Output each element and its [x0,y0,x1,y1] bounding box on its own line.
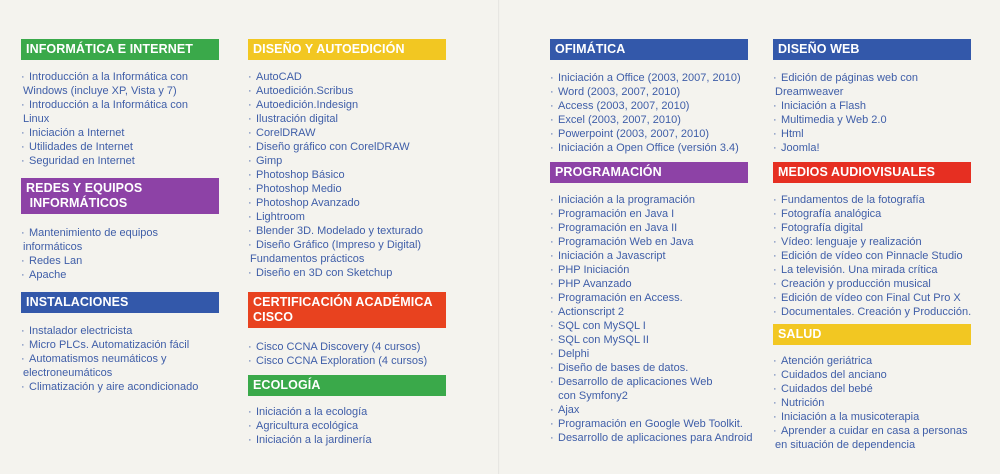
redes-item: · Redes Lan [21,254,246,268]
page-fold [498,0,500,474]
programacion-header: PROGRAMACIÓN [550,162,748,183]
diseno-autoedicion-header: DISEÑO Y AUTOEDICIÓN [248,39,446,60]
salud-item: · Cuidados del anciano [773,368,998,382]
programacion-item: · Actionscript 2 [550,305,775,319]
medios-item: · Fotografía analógica [773,207,998,221]
diseno-autoedicion-item: · Diseño gráfico con CorelDRAW [248,140,473,154]
medios-header: MEDIOS AUDIOVISUALES [773,162,971,183]
informatica-list [21,70,246,168]
ofimatica-item: · Excel (2003, 2007, 2010) [550,113,775,127]
informatica-header: INFORMÁTICA E INTERNET [21,39,219,60]
diseno-autoedicion-item: · Photoshop Avanzado [248,196,473,210]
programacion-item: · Programación en Java I [550,207,775,221]
redes-list [21,226,246,282]
certificacion-header-line1: CERTIFICACIÓN ACADÉMICA [253,295,433,309]
redes-header-line1: REDES Y EQUIPOS [26,181,143,195]
informatica-item: Linux [23,113,50,125]
programacion-item: · Programación en Java II [550,221,775,235]
programacion-item: · Programación en Google Web Toolkit. [550,417,775,431]
programacion-list [550,193,775,445]
programacion-item: · SQL con MySQL I [550,319,775,333]
medios-item: · Vídeo: lenguaje y realización [773,235,998,249]
informatica-item: · Introducción a la Informática con [21,98,246,112]
informatica-item: · Introducción a la Informática con [21,70,246,84]
certificacion-list [248,340,473,368]
medios-item: · Fundamentos de la fotografía [773,193,998,207]
instalaciones-header: INSTALACIONES [21,292,219,313]
ecologia-item: · Iniciación a la jardinería [248,433,473,447]
diseno-autoedicion-item: · Diseño en 3D con Sketchup [248,266,473,280]
diseno-autoedicion-item: · Blender 3D. Modelado y texturado [248,224,473,238]
redes-item: · Apache [21,268,246,282]
programacion-item: · Desarrollo de aplicaciones para Android [550,431,775,445]
programacion-item: · Diseño de bases de datos. [550,361,775,375]
salud-list [773,354,998,452]
instalaciones-list [21,324,246,394]
section-informatica [21,39,246,168]
diseno-autoedicion-item: · CorelDRAW [248,126,473,140]
section-instalaciones [21,292,246,394]
redes-item: · Mantenimiento de equipos [21,226,246,240]
diseno-autoedicion-item: · Autoedición.Scribus [248,84,473,98]
ecologia-header: ECOLOGÍA [248,375,446,396]
certificacion-item: · Cisco CCNA Exploration (4 cursos) [248,354,473,368]
section-redes [21,178,246,282]
diseno-autoedicion-item: Fundamentos prácticos [250,253,365,265]
section-ecologia [248,375,473,447]
medios-item: · Edición de vídeo con Pinnacle Studio [773,249,998,263]
informatica-item: · Utilidades de Internet [21,140,246,154]
salud-header: SALUD [773,324,971,345]
informatica-item: · Seguridad en Internet [21,154,246,168]
programacion-item: · Iniciación a la programación [550,193,775,207]
diseno-web-item: · Joomla! [773,141,998,155]
medios-item: · Fotografía digital [773,221,998,235]
ofimatica-item: · Powerpoint (2003, 2007, 2010) [550,127,775,141]
programacion-item: · Desarrollo de aplicaciones Web [550,375,775,389]
salud-item: · Iniciación a la musicoterapia [773,410,998,424]
diseno-autoedicion-item: · Lightroom [248,210,473,224]
redes-header [21,178,219,214]
diseno-autoedicion-item: · AutoCAD [248,70,473,84]
informatica-item: · Iniciación a Internet [21,126,246,140]
instalaciones-item: · Micro PLCs. Automatización fácil [21,338,246,352]
ecologia-list [248,405,473,447]
programacion-item: · PHP Avanzado [550,277,775,291]
salud-item: · Cuidados del bebé [773,382,998,396]
programacion-item: con Symfony2 [552,390,628,402]
programacion-item: · Delphi [550,347,775,361]
diseno-autoedicion-item: · Gimp [248,154,473,168]
programacion-item: · Programación Web en Java [550,235,775,249]
salud-item: en situación de dependencia [775,439,916,451]
diseno-web-item: · Iniciación a Flash [773,99,998,113]
ofimatica-item: · Iniciación a Office (2003, 2007, 2010) [550,71,775,85]
programacion-item: · PHP Iniciación [550,263,775,277]
ofimatica-list [550,71,775,155]
salud-item: · Aprender a cuidar en casa a personas [773,424,998,438]
informatica-item: Windows (incluye XP, Vista y 7) [23,85,177,97]
programacion-item: · Ajax [550,403,775,417]
diseno-web-item: · Edición de páginas web con [773,71,998,85]
medios-item: · La televisión. Una mirada crítica [773,263,998,277]
section-salud [773,324,998,452]
programacion-item: · Programación en Access. [550,291,775,305]
certificacion-header [248,292,446,328]
ofimatica-item: · Iniciación a Open Office (versión 3.4) [550,141,775,155]
section-medios [773,162,998,319]
diseno-autoedicion-item: · Photoshop Básico [248,168,473,182]
medios-list [773,193,998,319]
diseno-web-item: Dreamweaver [775,86,844,98]
section-ofimatica [550,39,775,155]
redes-item: informáticos [23,241,83,253]
diseno-autoedicion-item: · Diseño Gráfico (Impreso y Digital) [248,238,473,252]
ofimatica-item: · Word (2003, 2007, 2010) [550,85,775,99]
diseno-autoedicion-list [248,70,473,280]
instalaciones-item: · Climatización y aire acondicionado [21,380,246,394]
diseno-web-item: · Multimedia y Web 2.0 [773,113,998,127]
instalaciones-item: · Instalador electricista [21,324,246,338]
instalaciones-item: · Automatismos neumáticos y [21,352,246,366]
section-certificacion [248,292,473,368]
diseno-web-list [773,71,998,155]
medios-item: · Creación y producción musical [773,277,998,291]
section-diseno-web [773,39,998,155]
salud-item: · Nutrición [773,396,998,410]
instalaciones-item: electroneumáticos [23,367,113,379]
section-diseno-autoedicion [248,39,473,280]
diseno-web-header: DISEÑO WEB [773,39,971,60]
ecologia-item: · Agricultura ecológica [248,419,473,433]
ofimatica-header: OFIMÁTICA [550,39,748,60]
certificacion-header-line2: CISCO [253,310,294,324]
salud-item: · Atención geriátrica [773,354,998,368]
medios-item: · Documentales. Creación y Producción. [773,305,998,319]
diseno-autoedicion-item: · Autoedición.Indesign [248,98,473,112]
programacion-item: · SQL con MySQL II [550,333,775,347]
diseno-autoedicion-item: · Ilustración digital [248,112,473,126]
section-programacion [550,162,775,445]
diseno-autoedicion-item: · Photoshop Medio [248,182,473,196]
ecologia-item: · Iniciación a la ecología [248,405,473,419]
medios-item: · Edición de vídeo con Final Cut Pro X [773,291,998,305]
redes-header-line2: INFORMÁTICOS [26,196,128,210]
programacion-item: · Iniciación a Javascript [550,249,775,263]
certificacion-item: · Cisco CCNA Discovery (4 cursos) [248,340,473,354]
ofimatica-item: · Access (2003, 2007, 2010) [550,99,775,113]
diseno-web-item: · Html [773,127,998,141]
